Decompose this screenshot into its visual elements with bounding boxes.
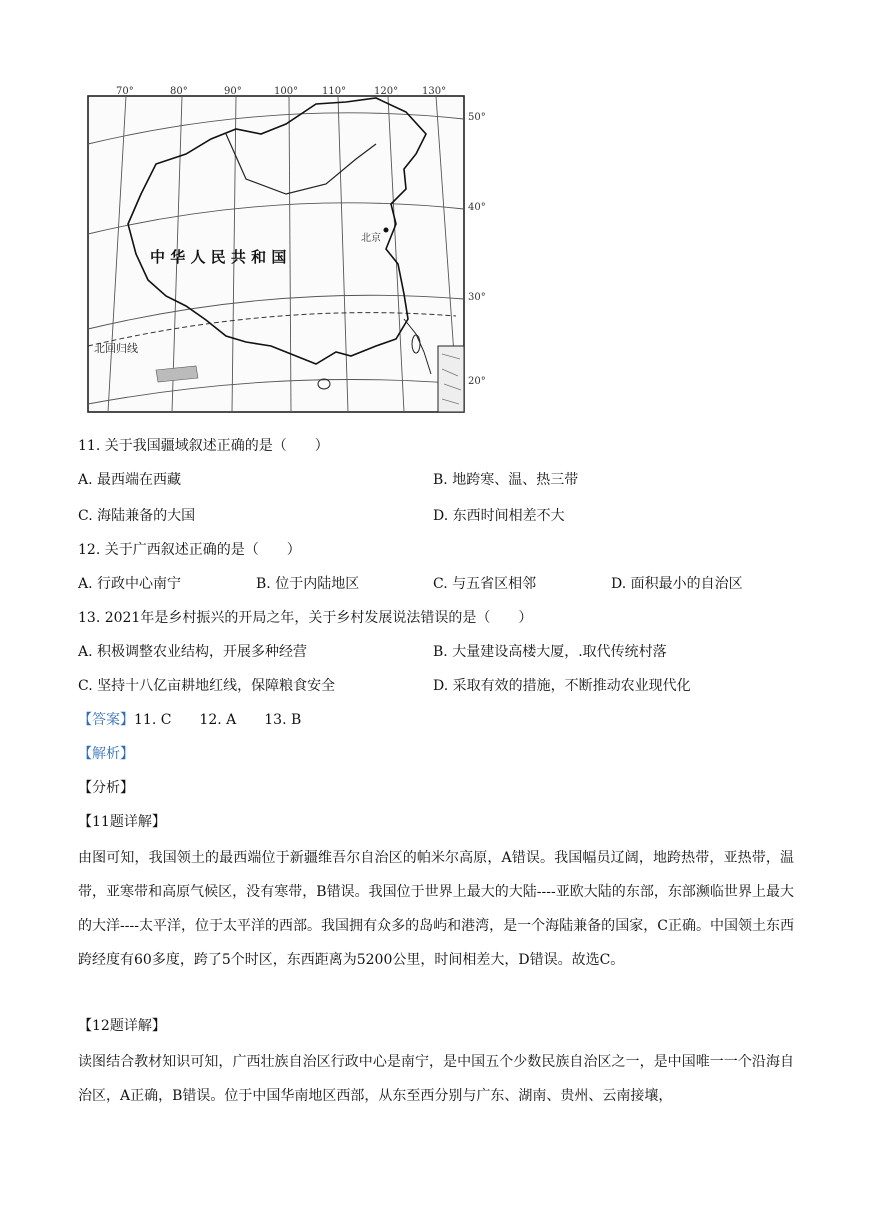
lat-label: 50° — [468, 112, 486, 123]
china-map-figure — [86, 84, 518, 414]
lat-label: 40° — [468, 202, 486, 213]
lon-label: 120° — [374, 86, 399, 97]
beijing-dot — [384, 228, 389, 233]
beijing-label: 北京 — [361, 233, 381, 244]
question-13-stem: 13. 2021年是乡村振兴的开局之年，关于乡村发展说法错误的是（ ） — [78, 610, 533, 626]
lon-label: 70° — [116, 86, 134, 97]
south-china-sea-inset — [438, 346, 464, 412]
country-label: 中 华 人 民 共 和 国 — [150, 248, 287, 266]
question-11-option-a: A. 最西端在西藏 — [78, 472, 182, 488]
question-13-option-a: A. 积极调整农业结构，开展多种经营 — [78, 644, 308, 660]
lat-label: 20° — [468, 376, 486, 387]
question-13-option-b: B. 大量建设高楼大厦，.取代传统村落 — [433, 644, 667, 660]
map-drawing — [86, 84, 518, 414]
q12-detail-text: 读图结合教材知识可知，广西壮族自治区行政中心是南宁，是中国五个少数民族自治区之一，是中国唯一一个沿海自治区，A正确，B错误。位于中国华南地区西部，从东至西分别与广东、湖南、贵州、云南接壤， — [78, 1054, 794, 1104]
answer-line — [78, 710, 301, 730]
lon-label: 80° — [170, 86, 188, 97]
lon-label: 100° — [274, 86, 299, 97]
analysis-label: 【解析】 — [78, 746, 134, 762]
fenxi-label: 【分析】 — [78, 780, 134, 796]
question-11-option-d: D. 东西时间相差不大 — [433, 508, 565, 524]
lon-label: 110° — [322, 86, 347, 97]
question-11-option-b: B. 地跨寒、温、热三带 — [433, 472, 579, 488]
question-12-stem: 12. 关于广西叙述正确的是（ ） — [78, 542, 301, 558]
lon-label: 90° — [224, 86, 242, 97]
question-12-option-a: A. 行政中心南宁 — [78, 576, 182, 592]
question-12-option-c: C. 与五省区相邻 — [433, 576, 537, 592]
tropic-label: 北回归线 — [94, 342, 138, 355]
lon-label: 130° — [422, 86, 447, 97]
q11-detail-title: 【11题详解】 — [78, 814, 166, 830]
question-12-option-b: B. 位于内陆地区 — [256, 576, 360, 592]
question-12-option-d: D. 面积最小的自治区 — [611, 576, 743, 592]
q12-detail-title: 【12题详解】 — [78, 1018, 166, 1034]
lat-label: 30° — [468, 292, 486, 303]
q11-detail-text: 由图可知，我国领土的最西端位于新疆维吾尔自治区的帕米尔高原，A错误。我国幅员辽阔，地跨热带，亚热带，温带，亚寒带和高原气候区，没有寒带，B错误。我国位于世界上最大的大陆----亚欧大陆的东部，东部濒临世界上最大的大洋----太平洋，位于太平洋的西部。我国拥有众多的岛屿和港湾，是一个海陆兼备的国家，C正确。中国领土东西跨经度有60多度，跨了5个时区，东西距离为5200公里，时间相差大，D错误。故选C。 — [78, 850, 794, 968]
answer-text: 11. C 12. A 13. B — [134, 712, 302, 728]
question-13-option-c: C. 坚持十八亿亩耕地红线，保障粮食安全 — [78, 678, 336, 694]
answer-label: 【答案】 — [78, 712, 134, 728]
question-11-stem: 11. 关于我国疆域叙述正确的是（ ） — [78, 438, 329, 454]
question-13-option-d: D. 采取有效的措施，不断推动农业现代化 — [433, 678, 691, 694]
question-11-option-c: C. 海陆兼备的大国 — [78, 508, 196, 524]
